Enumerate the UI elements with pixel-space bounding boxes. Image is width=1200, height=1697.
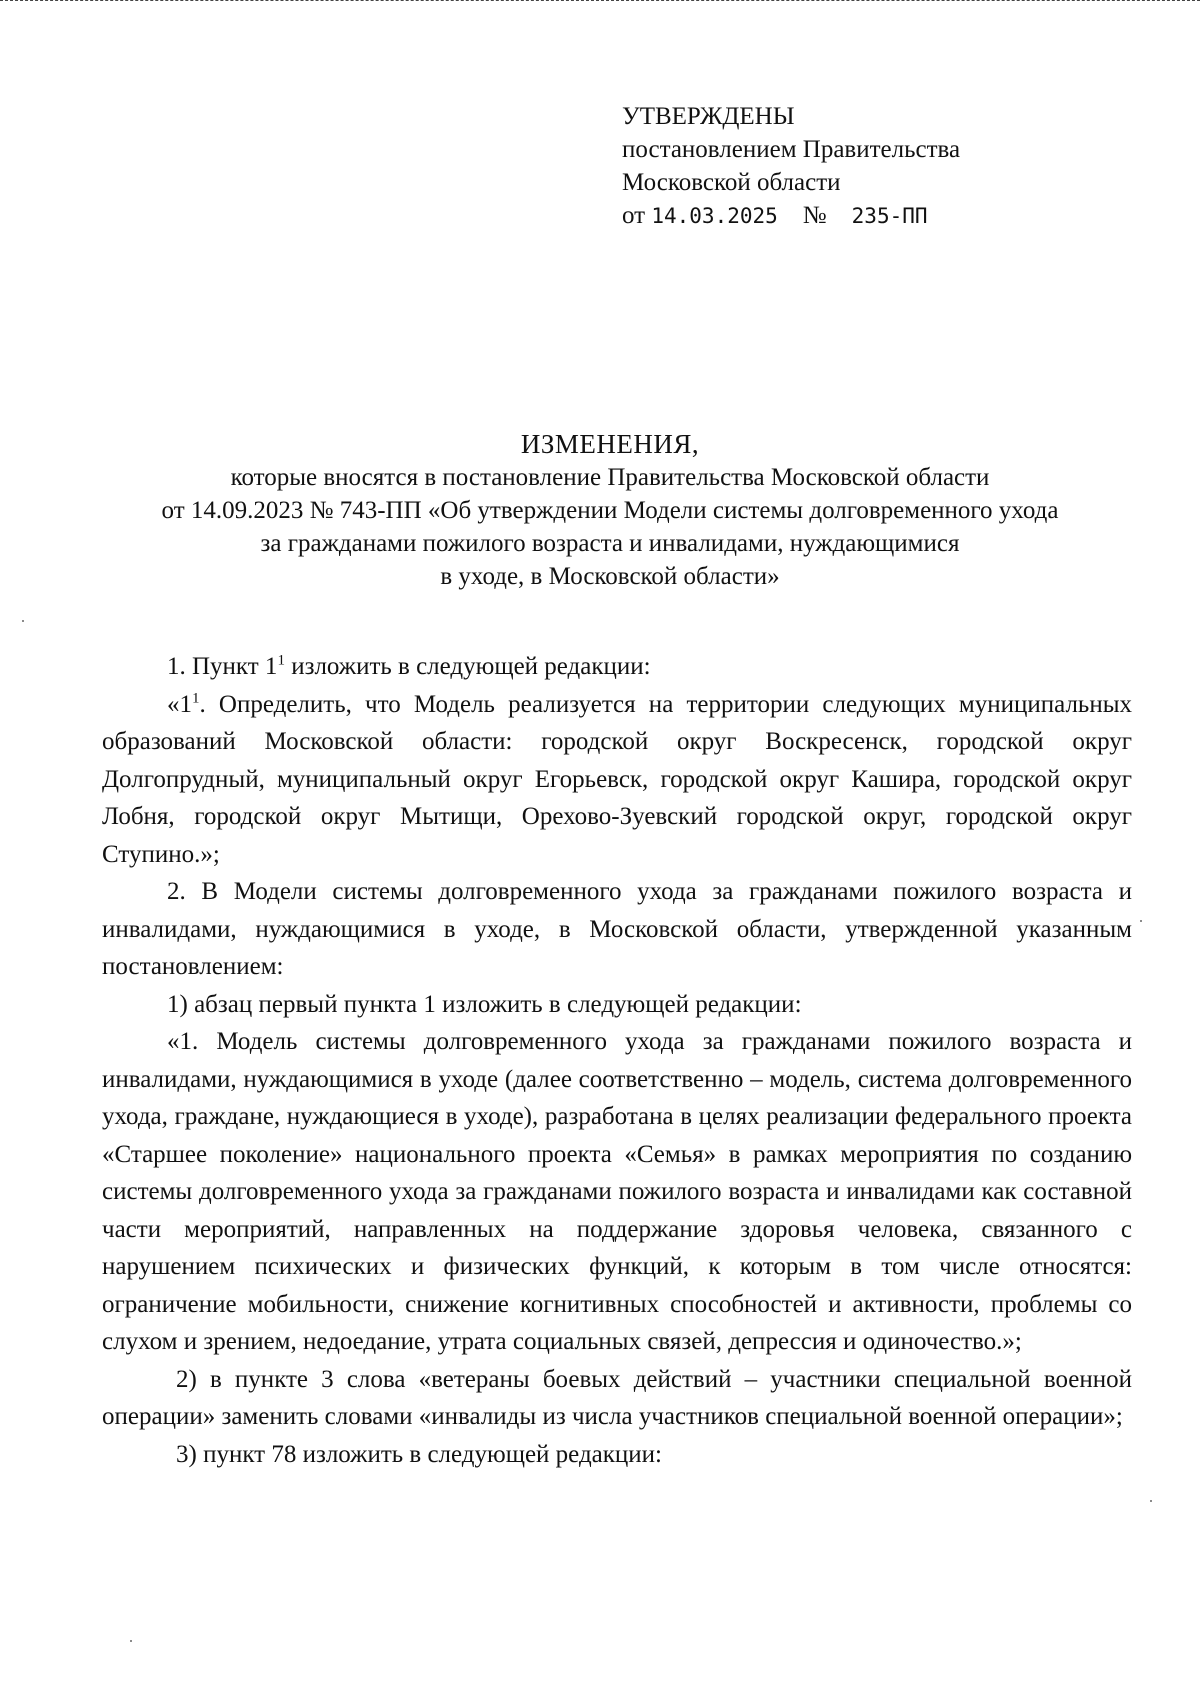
paragraph-7: 3) пункт 78 изложить в следующей редакции: xyxy=(176,1440,662,1468)
p1-text: 1. Пункт 1 xyxy=(167,653,278,680)
date-prefix: от xyxy=(622,202,646,229)
scan-speck xyxy=(1150,1500,1152,1502)
scan-speck xyxy=(22,620,24,622)
paragraph-2 xyxy=(102,686,1132,874)
approval-line-3: Московской области xyxy=(622,169,841,196)
p2-superscript: 1 xyxy=(192,690,200,707)
document-body xyxy=(102,648,1132,1473)
approval-title: УТВЕРЖДЕНЫ xyxy=(622,103,795,130)
document-title xyxy=(90,428,1130,593)
title-line-4: в уходе, в Московской области» xyxy=(440,563,780,590)
paragraph-1 xyxy=(102,648,1132,686)
title-line-3: за гражданами пожилого возраста и инвалидами, нуждающимися xyxy=(260,530,960,557)
title-line-1: которые вносятся в постановление Правительства Московской области xyxy=(230,464,990,491)
title-heading: ИЗМЕНЕНИЯ, xyxy=(520,429,700,459)
approval-line-2: постановлением Правительства xyxy=(622,136,961,163)
paragraph-3: 2. В Модели системы долговременного ухода за гражданами пожилого возраста и инвалидами, нуждающимися в уходе, в Московской области, утвержденной указанным постановлением: xyxy=(102,878,1132,980)
approval-date: 14.03.2025 xyxy=(651,204,778,228)
p1-text-end: изложить в следующей редакции: xyxy=(284,653,651,680)
paragraph-4: 1) абзац первый пункта 1 изложить в следующей редакции: xyxy=(167,990,802,1018)
scan-top-edge xyxy=(0,0,1200,1)
approval-stamp xyxy=(622,100,960,233)
scan-speck xyxy=(1140,920,1142,922)
p2-text-end: . Определить, что Модель реализуется на территории следующих муниципальных образований Московской области: городской округ Воскресенск, городской округ Долгопрудный, муниципальный округ Егорьевск, городской округ Кашира, городской округ Лобня, городской округ Мытищи, Орехово-Зуевский городской округ, городской округ Ступино.»; xyxy=(102,690,1132,868)
approval-number: 235-ПП xyxy=(851,204,928,228)
scan-speck xyxy=(130,1640,132,1642)
p2-text: «1 xyxy=(167,690,192,718)
paragraph-5: «1. Модель системы долговременного ухода за гражданами пожилого возраста и инвалидами, нуждающимися в уходе (далее соответственно – модель, система долговременного ухода, граждане, нуждающиеся в уходе), разработана в целях реализации федерального проекта «Старшее поколение» национального проекта «Семья» в рамках мероприятия по созданию системы долговременного ухода за гражданами пожилого возраста и инвалидами как составной части мероприятий, направленных на поддержание здоровья человека, связанного с нарушением психических и физических функций, к которым в том числе относятся: ограничение мобильности, снижение когнитивных способностей и активности, проблемы со слухом и зрением, недоедание, утрата социальных связей, депрессия и одиночество.»; xyxy=(102,1028,1132,1355)
number-sign: № xyxy=(802,202,827,229)
paragraph-6: 2) в пункте 3 слова «ветераны боевых действий – участники специальной военной операции» заменить словами «инвалиды из числа участников специальной военной операции»; xyxy=(102,1365,1132,1430)
approval-date-line xyxy=(622,199,960,233)
title-line-2: от 14.09.2023 № 743-ПП «Об утверждении Модели системы долговременного ухода xyxy=(161,497,1059,524)
p1-superscript: 1 xyxy=(277,652,285,669)
